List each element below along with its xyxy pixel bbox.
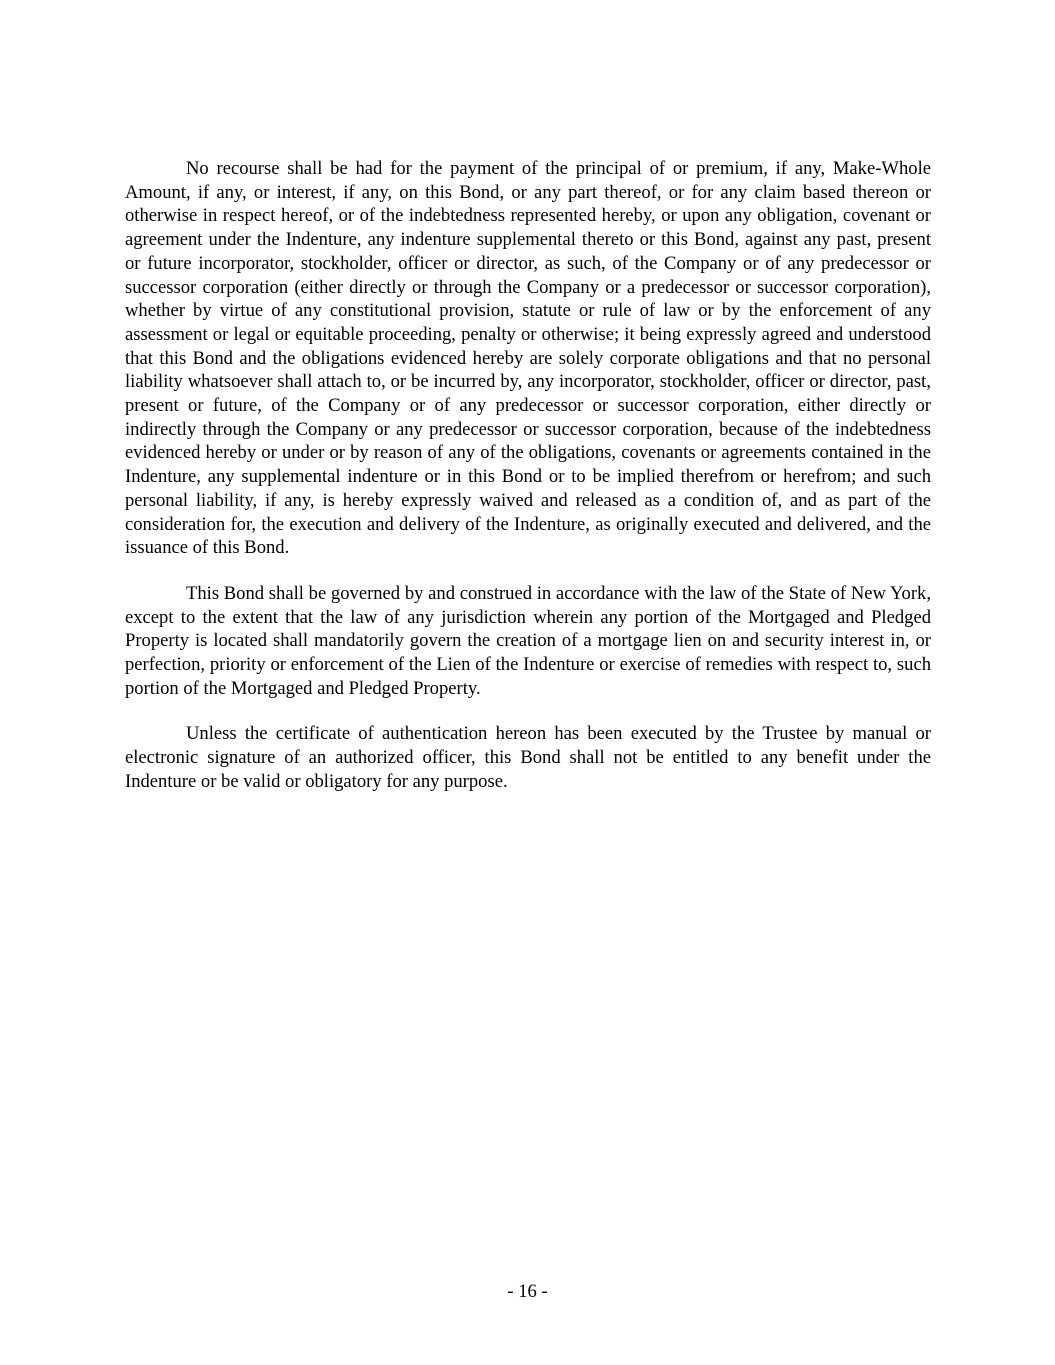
paragraph-governing-law: This Bond shall be governed by and construed in accordance with the law of the State of New York, except to the extent that the law of any jurisdiction wherein any portion of the Mortgaged and Pledged Property is located shall mandatorily govern the creation of a mortgage lien on and security interest in, or perfection, priority or enforcement of the Lien of the Indenture or exercise of remedies with respect to, such portion of the Mortgaged and Pledged Property. <box>125 582 931 699</box>
paragraph-no-recourse: No recourse shall be had for the payment of the principal of or premium, if any, Make-Whole Amount, if any, or interest, if any, on this Bond, or any part thereof, or for any claim based thereon or otherwise in respect hereof, or of the indebtedness represented hereby, or upon any obligation, covenant or agreement under the Indenture, any indenture supplemental thereto or this Bond, against any past, present or future incorporator, stockholder, officer or director, as such, of the Company or of any predecessor or successor corporation (either directly or through the Company or a predecessor or successor corporation), whether by virtue of any constitutional provision, statute or rule of law or by the enforcement of any assessment or legal or equitable proceeding, penalty or otherwise; it being expressly agreed and understood that this Bond and the obligations evidenced hereby are solely corporate obligations and that no personal liability whatsoever shall attach to, or be incurred by, any incorporator, stockholder, officer or director, past, present or future, of the Company or of any predecessor or successor corporation, either directly or indirectly through the Company or any predecessor or successor corporation, because of the indebtedness evidenced hereby or under or by reason of any of the obligations, covenants or agreements contained in the Indenture, any supplemental indenture or in this Bond or to be implied therefrom or herefrom; and such personal liability, if any, is hereby expressly waived and released as a condition of, and as part of the consideration for, the execution and delivery of the Indenture, as originally executed and delivered, and the issuance of this Bond. <box>125 158 931 559</box>
page-number: - 16 - <box>507 1281 548 1302</box>
paragraph-authentication: Unless the certificate of authentication hereon has been executed by the Trustee by manual or electronic signature of an authorized officer, this Bond shall not be entitled to any benefit under the Indenture or be valid or obligatory for any purpose. <box>125 723 931 792</box>
body-text <box>125 157 931 816</box>
